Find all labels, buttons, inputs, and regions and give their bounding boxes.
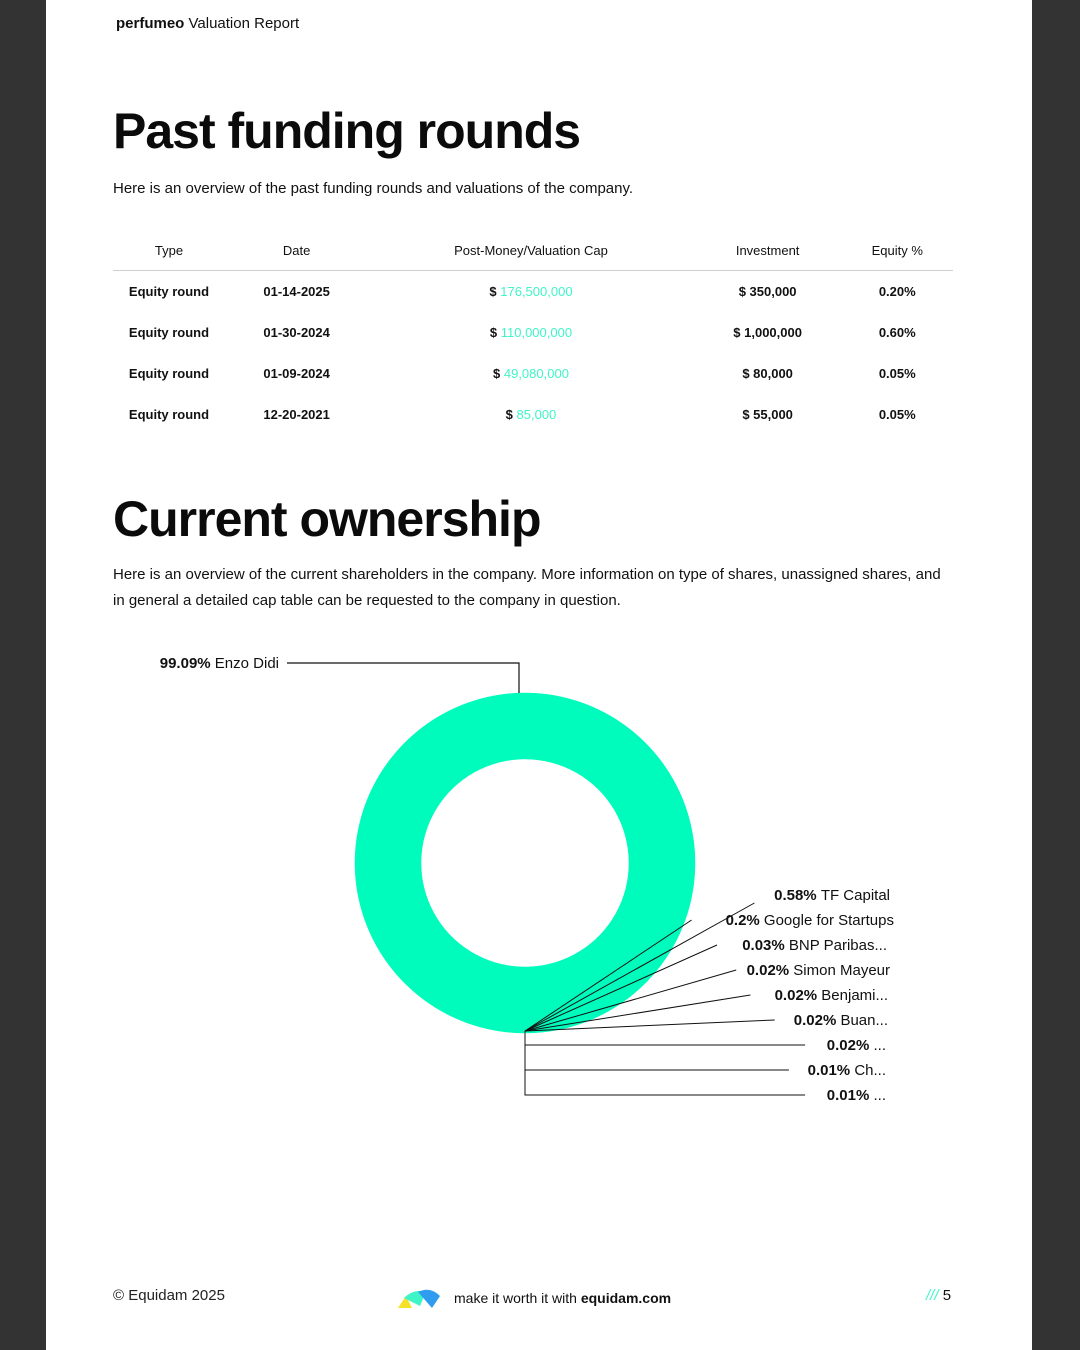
report-title: Valuation Report (188, 15, 300, 32)
row-investment: $ 1,000,000 (733, 325, 802, 340)
valuation-value: 176,500,000 (500, 284, 573, 299)
row-date: 01-14-2025 (263, 284, 330, 299)
row-type: Equity round (128, 407, 210, 422)
row-equity: 0.20% (878, 284, 916, 299)
row-investment: $ 55,000 (742, 407, 793, 422)
equidam-logo-icon (396, 1286, 442, 1310)
row-investment: $ 80,000 (742, 366, 793, 381)
funding-intro: Here is an overview of the past funding rounds and valuations of the company. (113, 180, 634, 197)
pie-label: 0.02% Benjami... (774, 987, 888, 1004)
pie-label: 0.2% Google for Startups (725, 912, 894, 929)
col-valuation: Post-Money/Valuation Cap (368, 230, 694, 271)
row-type: Equity round (128, 366, 210, 381)
pie-label: 0.01% Ch... (807, 1062, 886, 1079)
funding-heading: Past funding rounds (113, 103, 581, 159)
footer-copyright: © Equidam 2025 (113, 1287, 225, 1304)
ownership-intro (113, 562, 941, 614)
row-investment: $ 350,000 (738, 284, 797, 299)
report-header (116, 15, 299, 32)
table-row (113, 271, 953, 313)
brand-name: perfumeo (116, 15, 185, 32)
page-number: 5 (942, 1287, 952, 1304)
table-row (113, 353, 953, 394)
funding-table (113, 230, 953, 435)
row-equity: 0.05% (878, 407, 916, 422)
row-type: Equity round (128, 325, 210, 340)
row-equity: 0.05% (878, 366, 916, 381)
col-date: Date (225, 230, 368, 271)
footer-page (926, 1287, 951, 1304)
footer-tagline: make it worth it with equidam.com (454, 1290, 672, 1306)
pie-label: 0.01% ... (826, 1087, 886, 1104)
valuation-value: 49,080,000 (503, 366, 569, 381)
col-equity: Equity % (842, 230, 953, 271)
pie-leader-line (525, 1031, 805, 1045)
row-date: 01-09-2024 (263, 366, 330, 381)
ownership-heading: Current ownership (113, 491, 541, 547)
pie-label: 0.02% Simon Mayeur (746, 962, 890, 979)
footer-site-link[interactable]: equidam.com (580, 1290, 672, 1306)
table-row (113, 394, 953, 435)
row-date: 01-30-2024 (263, 325, 330, 340)
row-type: Equity round (128, 284, 210, 299)
pie-label: 0.02% Buan... (793, 1012, 888, 1029)
report-page (46, 0, 1032, 1350)
footer-tagline-block (396, 1283, 671, 1313)
pie-leader-line (525, 1031, 789, 1070)
row-valuation: $ 176,500,000 (489, 284, 573, 299)
col-type: Type (113, 230, 225, 271)
row-valuation: $ 85,000 (505, 407, 557, 422)
ownership-intro-line: Here is an overview of the current shareholders in the company. More information on type of shares, unassigned shares, and (113, 566, 941, 583)
valuation-value: 85,000 (516, 407, 557, 422)
table-row (113, 312, 953, 353)
row-equity: 0.60% (878, 325, 916, 340)
funding-table-header (113, 230, 953, 271)
pie-label: 0.03% BNP Paribas... (742, 937, 887, 954)
ownership-donut-svg (46, 620, 1032, 1140)
valuation-value: 110,000,000 (500, 325, 573, 340)
pie-leader-line (287, 663, 519, 693)
row-valuation: $ 110,000,000 (489, 325, 573, 340)
pie-label: 99.09% Enzo Didi (159, 655, 279, 672)
col-investment: Investment (694, 230, 842, 271)
row-valuation: $ 49,080,000 (493, 366, 569, 381)
row-date: 12-20-2021 (263, 407, 330, 422)
ownership-intro-line: in general a detailed cap table can be requested to the company in question. (113, 592, 621, 609)
ownership-chart (46, 620, 1032, 1140)
pie-leader-line (525, 1031, 805, 1095)
pie-label: 0.02% ... (826, 1037, 886, 1054)
page-slashes: /// (926, 1287, 939, 1304)
pie-label: 0.58% TF Capital (774, 887, 890, 904)
